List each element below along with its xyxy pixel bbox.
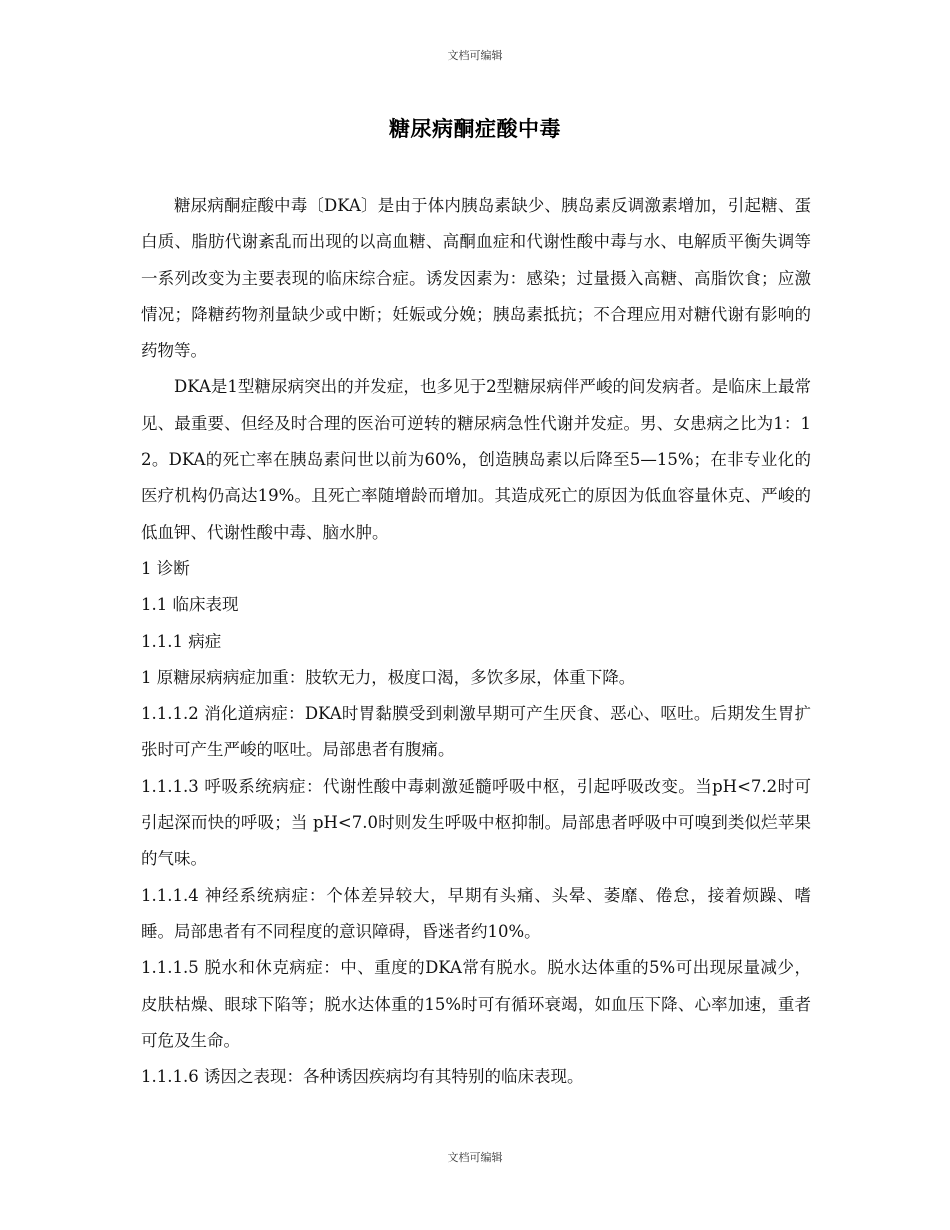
section-heading-clinical: 1.1 临床表现 <box>141 595 239 615</box>
document-body <box>141 188 811 1095</box>
list-item-symptom-1: 1 原糖尿病病症加重：肢软无力，极度口渴，多饮多尿，体重下降。 <box>141 667 636 687</box>
list-item-symptom-6: 1.1.1.6 诱因之表现：各种诱因疾病均有其特别的临床表现。 <box>141 1067 584 1087</box>
list-item-symptom-2: 1.1.1.2 消化道病症：DKA时胃黏膜受到刺激早期可产生厌食、恶心、呕吐。后期发生胃扩张时可产生严峻的呕吐。局部患者有腹痛。 <box>141 704 811 760</box>
paragraph-intro: 糖尿病酮症酸中毒〔DKA〕是由于体内胰岛素缺少、胰岛素反调激素增加，引起糖、蛋白质、脂肪代谢紊乱而出现的以高血糖、高酮血症和代谢性酸中毒与水、电解质平衡失调等一系列改变为主要表现的临床综合症。诱发因素为：感染；过量摄入高糖、高脂饮食；应激情况；降糖药物剂量缺少或中断；妊娠或分娩；胰岛素抵抗；不合理应用对糖代谢有影响的药物等。 <box>141 196 811 361</box>
document-title: 糖尿病酮症酸中毒 <box>389 117 561 141</box>
page-footer: 文档可编辑 <box>447 1151 503 1164</box>
paragraph-epidemiology: DKA是1型糖尿病突出的并发症，也多见于2型糖尿病伴严峻的间发病者。是临床上最常见、最重要、但经及时合理的医治可逆转的糖尿病急性代谢并发症。男、女患病之比为1：12。DKA的死亡率在胰岛素问世以前为60%，创造胰岛素以后降至5—15%；在非专业化的医疗机构仍高达19%。且死亡率随增龄而增加。其造成死亡的原因为低血容量休克、严峻的低血钾、代谢性酸中毒、脑水肿。 <box>141 377 811 542</box>
section-heading-symptoms: 1.1.1 病症 <box>141 631 222 651</box>
list-item-symptom-5: 1.1.1.5 脱水和休克病症：中、重度的DKA常有脱水。脱水达体重的5%可出现尿量减少，皮肤枯燥、眼球下陷等；脱水达体重的15%时可有循环衰竭，如血压下降、心率加速，重者可危及生命。 <box>141 958 811 1050</box>
list-item-symptom-4: 1.1.1.4 神经系统病症：个体差异较大，早期有头痛、头晕、萎靡、倦怠，接着烦躁、嗜睡。局部患者有不同程度的意识障碍，昏迷者约10%。 <box>141 885 811 941</box>
section-heading-diagnosis: 1 诊断 <box>141 558 190 578</box>
page-header: 文档可编辑 <box>447 49 503 62</box>
list-item-symptom-3: 1.1.1.3 呼吸系统病症：代谢性酸中毒刺激延髓呼吸中枢，引起呼吸改变。当pH<7.2时可引起深而快的呼吸；当 pH<7.0时则发生呼吸中枢抑制。局部患者呼吸中可嗅到类似烂苹果的气味。 <box>141 776 811 869</box>
